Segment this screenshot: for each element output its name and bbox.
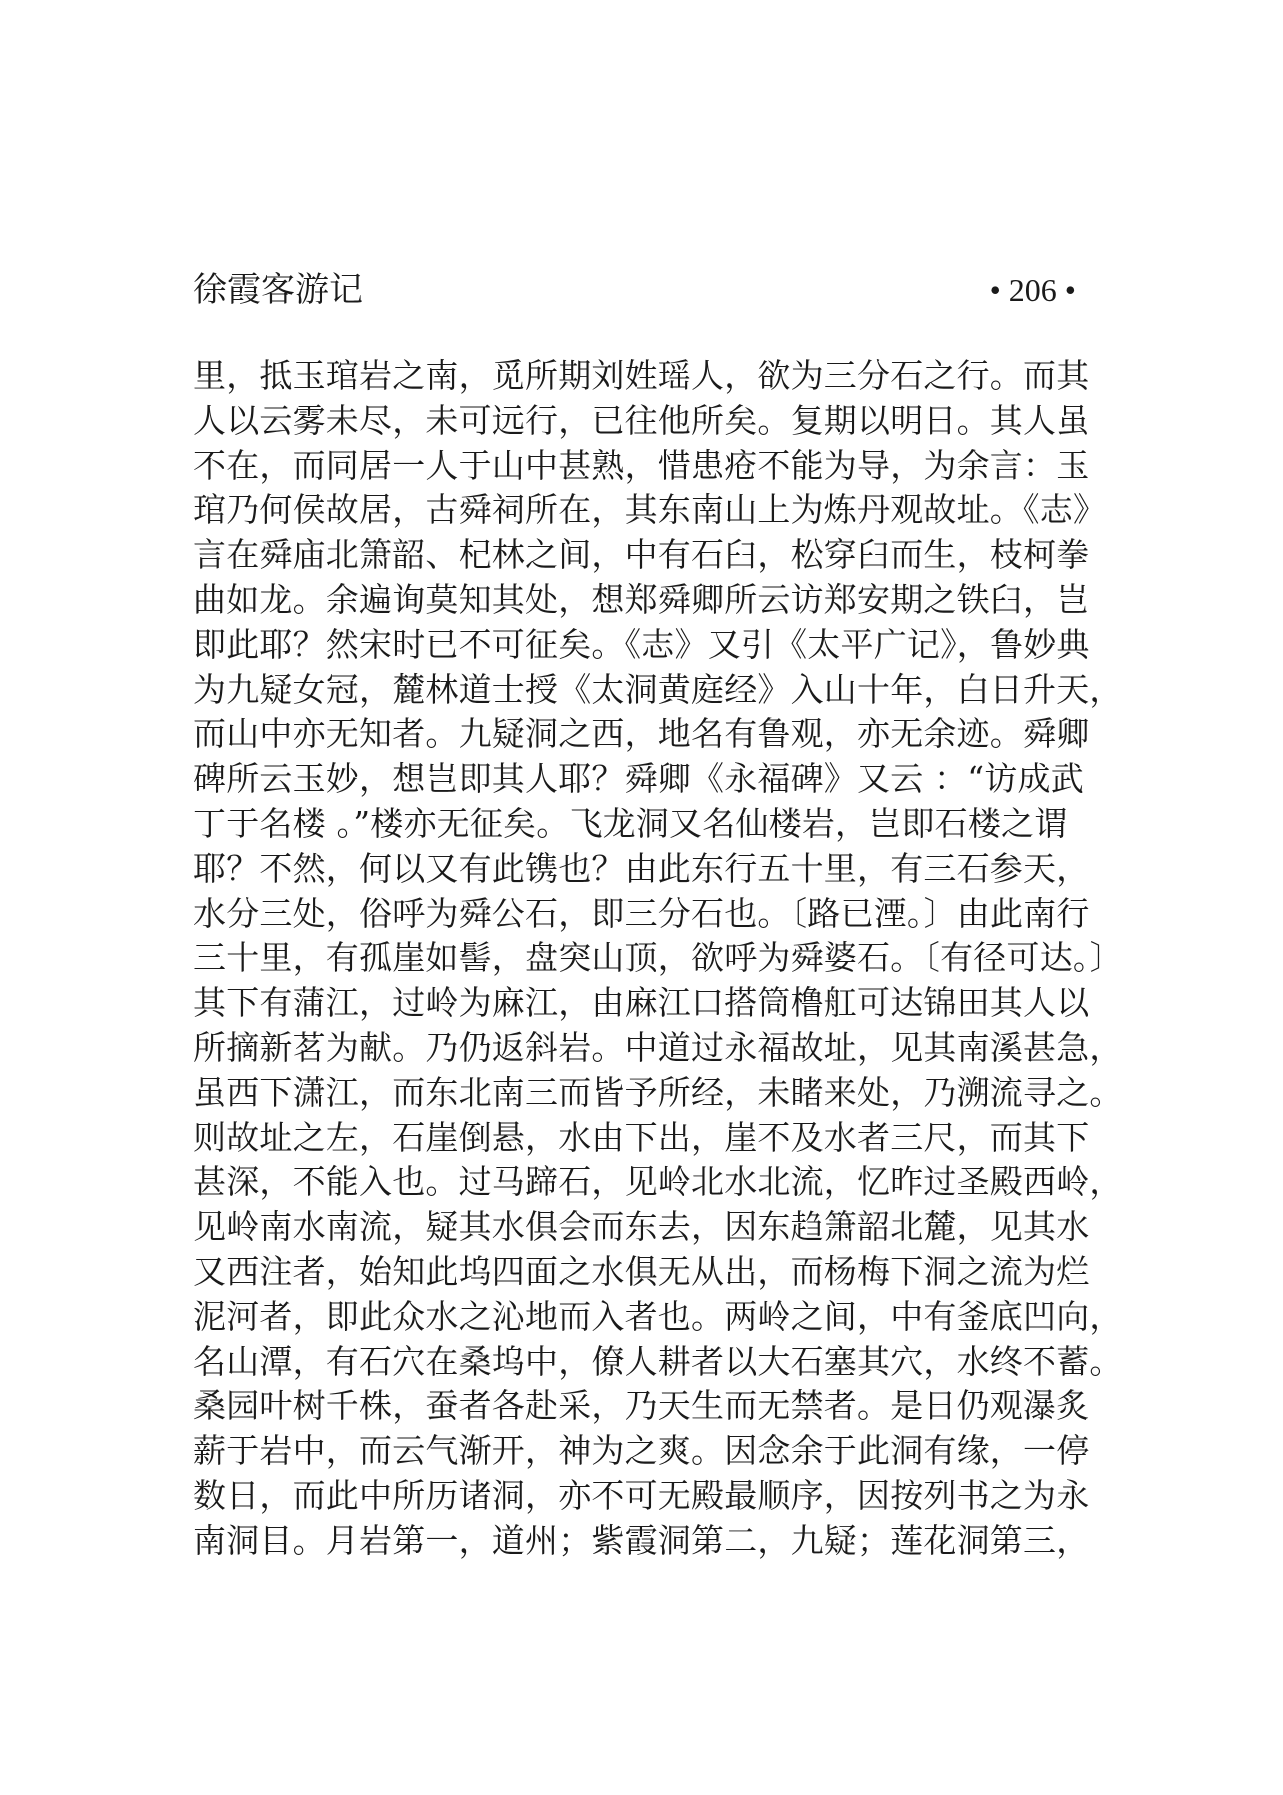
body-text [193, 354, 1123, 1564]
text-line: 里，抵玉琯岩之南，觅所期刘姓瑶人，欲为三分石之行。而其 [193, 356, 1090, 395]
text-line: 为九疑女冠，麓林道士授《太洞黄庭经》入山十年，白日升天， [193, 669, 1123, 709]
text-line: 其下有蒲江，过岭为麻江，由麻江口搭筒橹舡可达锦田其人以 [193, 983, 1090, 1023]
text-line: 又西注者，始知此坞四面之水俱无从出，而杨梅下洞之流为烂 [193, 1251, 1090, 1291]
text-line: 琯乃何侯故居，古舜祠所在，其东南山上为炼丹观故址。《志》 [193, 490, 1107, 530]
text-line: 耶？不然，何以又有此镌也？由此东行五十里，有三石参天， [193, 848, 1090, 888]
text-line: 数日，而此中所历诸洞，亦不可无殿最顺序，因按列书之为永 [193, 1475, 1090, 1515]
text-line: 泥河者，即此众水之沁地而入者也。两岭之间，中有釜底凹向， [193, 1296, 1123, 1336]
text-line: 丁于名楼 。”楼亦无征矣。飞龙洞又名仙楼岩，岂即石楼之谓 [193, 803, 1068, 843]
text-line: 碑所云玉妙，想岂即其人耶？舜卿《永福碑》又云 ：“访成武 [193, 759, 1084, 799]
text-line: 虽西下潇江，而东北南三而皆予所经，未睹来处，乃溯流寻之。 [193, 1072, 1123, 1112]
text-line: 言在舜庙北箫韶、杞林之间，中有石臼，松穿臼而生，枝柯拳 [193, 535, 1090, 575]
text-line: 不在，而同居一人于山中甚熟，惜患疮不能为导，为余言：玉 [193, 445, 1090, 485]
page-number: • 206 • [989, 272, 1076, 308]
text-line: 南洞目。月岩第一，道州；紫霞洞第二，九疑；莲花洞第三， [193, 1520, 1090, 1560]
running-head [193, 268, 1076, 312]
text-line: 所摘新茗为献。乃仍返斜岩。中道过永福故址，见其南溪甚急， [193, 1027, 1123, 1067]
text-line: 三十里，有孤崖如髻，盘突山顶，欲呼为舜婆石。〔有径可达。〕 [193, 938, 1123, 978]
text-line: 桑园叶树千株，蚕者各赴采，乃天生而无禁者。是日仍观瀑炙 [193, 1386, 1090, 1426]
text-line: 即此耶？然宋时已不可征矣。《志》又引《太平广记》，鲁妙典 [193, 624, 1090, 664]
text-line: 曲如龙。余遍询莫知其处，想郑舜卿所云访郑安期之铁臼，岂 [193, 579, 1090, 619]
text-line: 名山潭，有石穴在桑坞中，僚人耕者以大石塞其穴，水终不蓄。 [193, 1341, 1123, 1381]
text-line: 而山中亦无知者。九疑洞之西，地名有鲁观，亦无余迹。舜卿 [193, 714, 1090, 754]
text-line: 则故址之左，石崖倒悬，水由下出，崖不及水者三尺，而其下 [193, 1117, 1090, 1157]
text-line: 薪于岩中，而云气渐开，神为之爽。因念余于此洞有缘，一停 [193, 1431, 1090, 1471]
text-line: 见岭南水南流，疑其水俱会而东去，因东趋箫韶北麓，见其水 [193, 1207, 1090, 1247]
text-line: 水分三处，俗呼为舜公石，即三分石也。〔路已湮。〕由此南行 [193, 893, 1090, 933]
text-line: 甚深，不能入也。过马蹄石，见岭北水北流，忆昨过圣殿西岭， [193, 1162, 1123, 1202]
book-title: 徐霞客游记 [193, 270, 363, 310]
text-line: 人以云雾未尽，未可远行，已往他所矣。复期以明日。其人虽 [193, 400, 1090, 440]
